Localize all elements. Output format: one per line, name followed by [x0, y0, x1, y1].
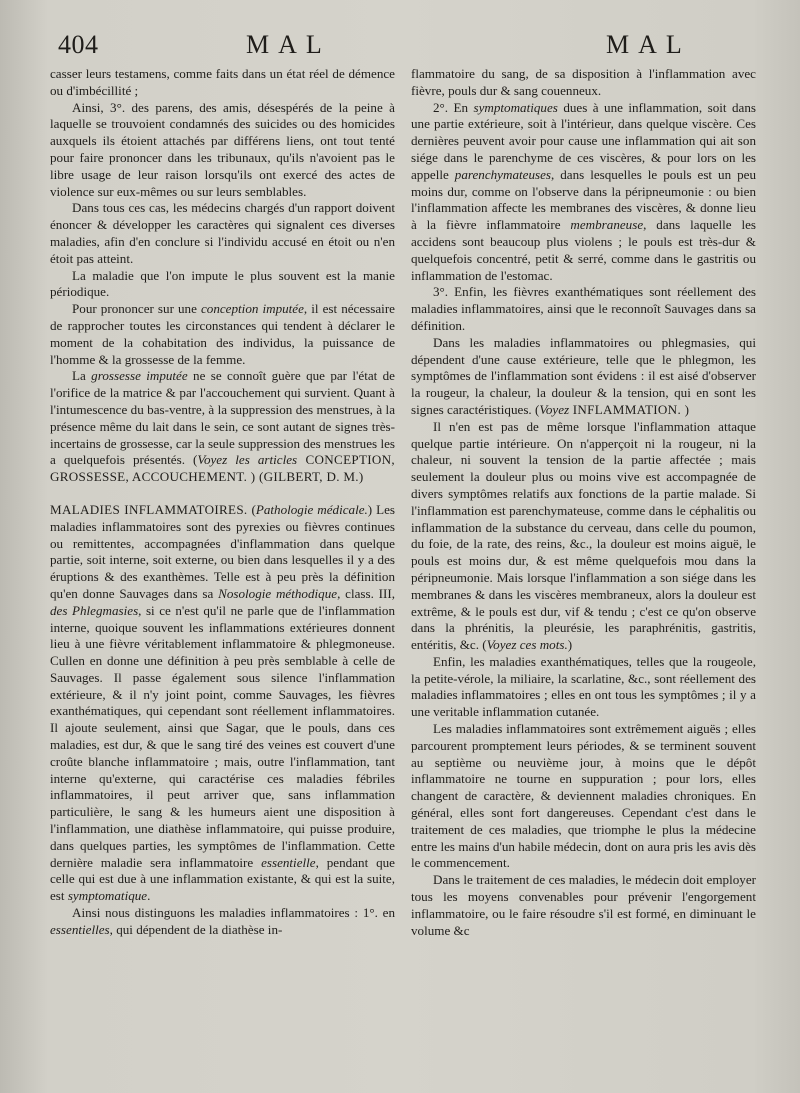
running-head	[50, 30, 772, 64]
paragraph: Enfin, les maladies exanthématiques, telles que la rougeole, la petite-vérole, la miliaire, la scarlatine, &c., sont réellement des maladies inflammatoires ; elles en ont tous les symptômes ; il y a une veritable inflammation cutanée.	[411, 653, 756, 720]
article-entry: MALADIES INFLAMMATOIRES. (Pathologie médicale.) Les maladies inflammatoires sont des pyrexies ou fièvres continues ou remittentes, accompagnées d'inflammation dans quelque partie, soit interne, soit externe, ou bien dans lesquelles il y a des éruptions & des exanthèmes. Telle est à peu près la définition qu'en donne Sauvages dans sa Nosologie méthodique, class. III, des Phlegmasies, si ce n'est qu'il ne parle que de l'inflammation interne, quoique souvent les inflammations extérieures donnent lieu à une fièvre véritablement inflammatoire & phlegmoneuse. Cullen en donne une définition à peu près semblable à celle de Sauvages. Il passe également sous silence l'inflammation extérieure, & il n'y joint point, comme Sauvages, les fièvres exanthématiques, qui cependant sont réellement inflammatoires. Il ajoute seulement, ainsi que Sagar, que le pouls, dans ces maladies, est dur, & que le sang tiré des veines est couvert d'une croûte blanche inflammatoire ; mais, outre l'inflammation, tant interne qu'externe, qui caractérise ces maladies fébriles inflammatoires, il peut arriver que, sans inflammation particulière, le sang & les humeurs aient une disposition à l'inflammation, une diathèse inflammatoire, qui puisse produire, dans quelques parties, les symptômes de l'inflammation. Cette dernière maladie sera inflammatoire essentielle, pendant que celle qui est due à une inflammation existante, & qui est la suite, est symptomatique.	[50, 501, 396, 904]
paragraph: Pour prononcer sur une conception imputée, il est nécessaire de rapprocher toutes les circonstances qui tendent à déclarer le moment de la cohabitation des individus, la puissance de l'homme & la grossesse de la femme.	[50, 301, 395, 367]
paragraph: Ainsi, 3°. des parens, des amis, désespérés de la peine à laquelle se trouvoient condamnés des suicides ou des homicides auxquels ils étoient attachés par différens liens, ont tout tenté pour faire prononcer dans les tribunaux, qu'ils n'avoient pas le libre usage de leur raison lorsqu'ils ont exercé des actes de violence sur eux-mêmes ou sur leurs semblables.	[50, 99, 395, 199]
article-title: MALADIES INFLAMMATOIRES.	[50, 501, 248, 517]
running-title-left: MAL	[246, 30, 331, 59]
running-title-right: MAL	[606, 30, 691, 59]
paragraph: La maladie que l'on impute le plus souvent est la manie périodique.	[50, 267, 395, 300]
text-columns	[50, 66, 772, 939]
paragraph: Dans les maladies inflammatoires ou phlegmasies, qui dépendent d'une cause extérieure, telle que le phlegmon, les symptômes de l'inflammation sont évidens : il est aisé d'observer la rougeur, la chaleur, la douleur & la tension, qui en sont les signes caractéristiques. (Voyez INFLAMMATION. )	[411, 334, 756, 417]
paragraph: Il n'en est pas de même lorsque l'inflammation attaque quelque partie intérieure. On n'apperçoit ni la rougeur, ni la chaleur, ni souvent la tension de la partie affectée ; mais seulement la douleur plus ou moins vive est accompagnée de divers symptômes relatifs aux fonctions de la partie malade. Si l'inflammation est parenchymateuse, comme dans le céphalitis ou inflammation de la substance du cerveau, dans celle du poumon, du foie, de la rate, des reins, &c., la douleur est moins aiguë, le pouls est moins dur, & est même quelquefois mou dans la péripneumonie. Mais lorsque l'inflammation a son siége dans les membranes & dans les viscères membraneux, alors la douleur est extrême, & le pouls est dur, vif & tendu ; c'est ce qu'on observe dans la phrénitis, la pleurésie, les paraphrénitis, gastritis, entéritis, &c. (Voyez ces mots.)	[411, 418, 756, 653]
left-column	[50, 66, 395, 939]
paragraph: 2°. En symptomatiques dues à une inflammation, soit dans une partie extérieure, soit à l'intérieur, dans quelque viscère. Ces dernières peuvent avoir pour cause une inflammation qui ait son siége dans le parenchyme de ces viscères, & pour lors on les appelle parenchymateuses, dans lesquelles le pouls est un peu moins dur, comme on l'observe dans la péripneumonie : ou bien l'inflammation affecte les membranes des viscères, & donne lieu à la fièvre inflammatoire membraneuse, dans laquelle les accidens sont beaucoup plus violens ; le pouls est très-dur & quelquefois concentré, petit & serré, comme dans le gastritis ou inflammation de l'estomac.	[411, 99, 756, 283]
paragraph: Les maladies inflammatoires sont extrêmement aiguës ; elles parcourent promptement leurs périodes, & se terminent souvent au septième ou neuvième jour, à moins que le dépôt inflammatoire ne tourne en suppuration ; pour lors, elles changent de caractère, & deviennent maladies chroniques. En général, elles sont fort dangereuses. Cependant c'est dans le traitement de ces maladies, que triomphe le plus la médecine entre les mains d'un habile médecin, dont on aura pris les avis dès le commencement.	[411, 721, 756, 871]
paragraph: 3°. Enfin, les fièvres exanthématiques sont réellement des maladies inflammatoires, ainsi que le reconnoît Sauvages dans sa définition.	[411, 284, 756, 333]
paragraph: Dans le traitement de ces maladies, le médecin doit employer tous les moyens convenables pour prévenir l'engorgement inflammatoire, ou le faire résoudre s'il est formé, en diminuant le volume &c	[411, 872, 756, 938]
paragraph: La grossesse imputée ne se connoît guère que par l'état de l'orifice de la matrice & par l'accouchement qui survient. Quant à l'intumescence du bas-ventre, à la suppression des menstrues, à la présence même du lait dans le sein, ce sont autant de signes très-incertains de grossesse, car la seule suppression des menstrues les a quelquefois présentés. (Voyez les articles CONCEPTION, GROSSESSE, ACCOUCHEMENT. ) (GILBERT, D. M.)	[50, 368, 395, 485]
page-number: 404	[58, 30, 99, 59]
paragraph: flammatoire du sang, de sa disposition à l'inflammation avec fièvre, pouls dur & sang couenneux.	[411, 66, 756, 98]
paragraph: Dans tous ces cas, les médecins chargés d'un rapport doivent énoncer & développer les caractères qui signalent ces diverses maladies, afin d'en conclure si l'individu accusé en étoit ou n'en étoit pas atteint.	[50, 200, 395, 266]
paragraph: casser leurs testamens, comme faits dans un état réel de démence ou d'imbécillité ;	[50, 66, 395, 98]
paragraph: Ainsi nous distinguons les maladies inflammatoires : 1°. en essentielles, qui dépendent de la diathèse in-	[50, 905, 395, 937]
right-column	[411, 66, 756, 939]
